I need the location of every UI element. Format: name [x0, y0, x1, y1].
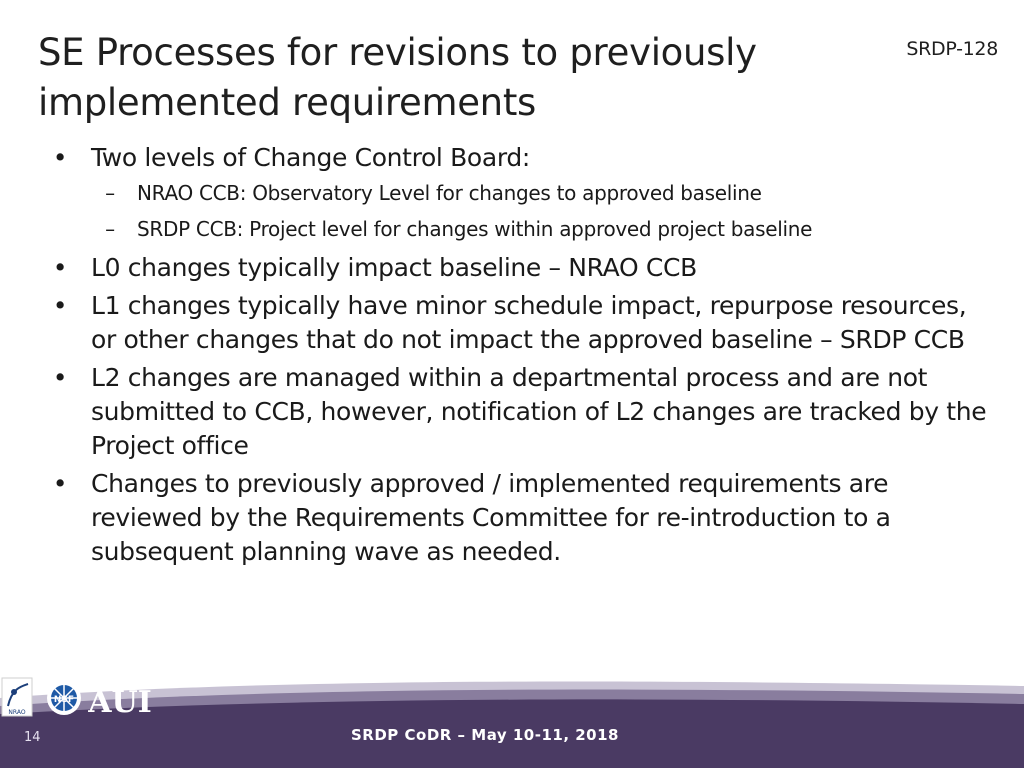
bullet-text: Changes to previously approved / implemented requirements are reviewed by the Requirements Committee for re-introduction to a subsequent planning wave as needed. — [91, 469, 891, 566]
slide-title-line-1: SE Processes for revisions to previously — [38, 31, 757, 74]
page-number: 14 — [24, 730, 41, 745]
footer-text: SRDP CoDR – May 10-11, 2018 — [350, 726, 619, 744]
bullet-text: L2 changes are managed within a departmental process and are not submitted to CCB, however, notification of L2 changes are tracked by the Project office — [91, 363, 987, 460]
bullet-icon: • — [52, 469, 68, 498]
dash-icon: – — [105, 181, 115, 205]
dash-icon: – — [105, 217, 115, 241]
aui-label: AUI — [88, 685, 152, 720]
bullet-text: Two levels of Change Control Board: — [91, 143, 530, 172]
bullet-icon: • — [52, 143, 68, 172]
bullet-icon: • — [52, 291, 68, 320]
bullet-list — [0, 141, 1024, 569]
bullet-icon: • — [52, 253, 68, 282]
document-tag: SRDP-128 — [906, 38, 998, 60]
sub-bullet-item — [0, 175, 1024, 211]
bullet-item — [0, 361, 1024, 463]
footer-logos — [0, 676, 160, 720]
sub-bullet-text: NRAO CCB: Observatory Level for changes to approved baseline — [137, 181, 762, 205]
sub-bullet-item — [0, 211, 1024, 247]
bullet-item — [0, 251, 1024, 285]
slide-title — [38, 28, 838, 128]
nrao-label: NRAO — [8, 709, 26, 716]
aui-logo — [87, 685, 151, 720]
nrao-logo — [2, 678, 32, 716]
footer-band — [0, 676, 1024, 768]
bullet-item — [0, 141, 1024, 175]
bullet-icon: • — [52, 363, 68, 392]
bullet-text: L0 changes typically impact baseline – NRAO CCB — [91, 253, 697, 282]
bullet-item — [0, 289, 1024, 357]
nsf-logo — [47, 681, 81, 715]
sub-bullet-text: SRDP CCB: Project level for changes within approved project baseline — [137, 217, 813, 241]
slide-title-line-2: implemented requirements — [38, 81, 537, 124]
nsf-label: NSF — [53, 695, 75, 705]
bullet-item — [0, 467, 1024, 569]
bullet-text: L1 changes typically have minor schedule impact, repurpose resources, or other changes that do not impact the approved baseline – SRDP CCB — [91, 291, 967, 354]
